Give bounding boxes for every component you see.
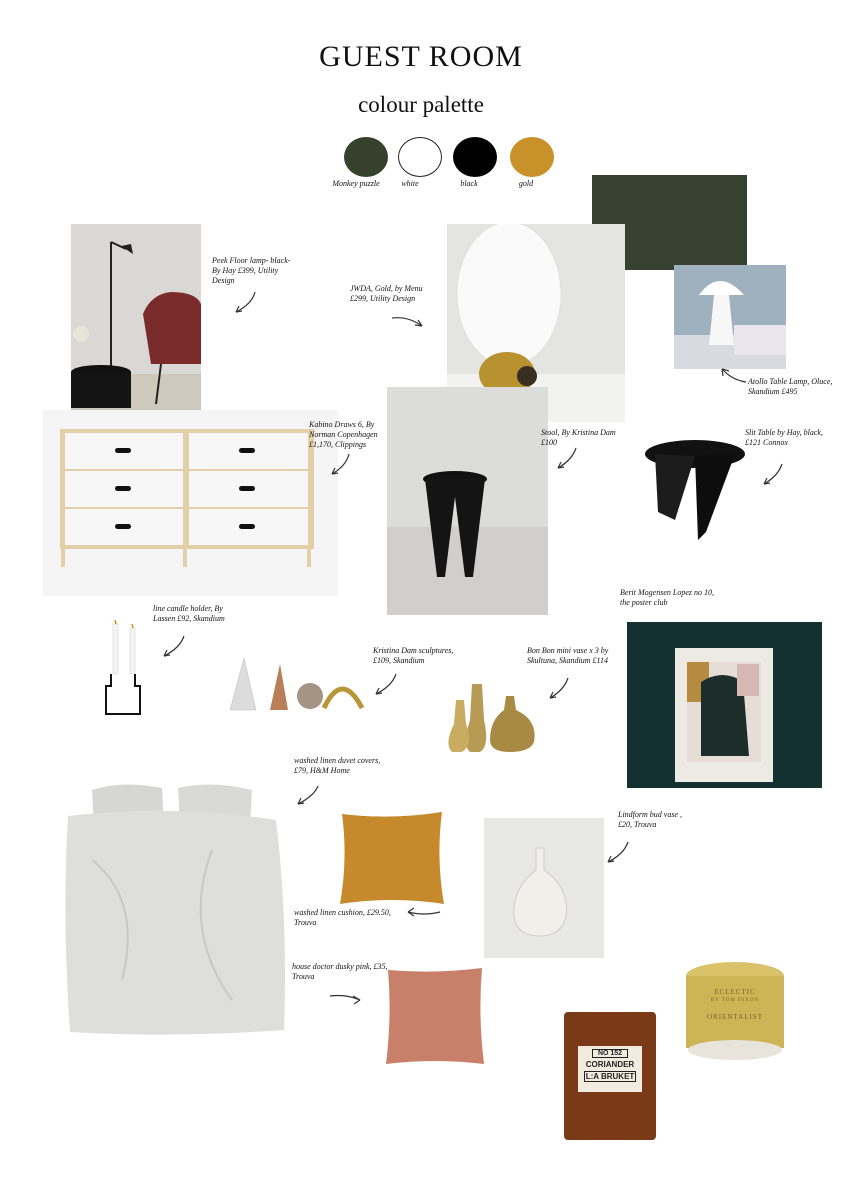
arrow-bonbon (546, 676, 572, 702)
coriander-candle (564, 1012, 656, 1140)
candle-holder-illustration (102, 616, 148, 718)
poster-photo (627, 622, 822, 788)
swatch-label-white: white (401, 179, 419, 188)
arrow-slit-table (760, 462, 786, 488)
note-sculptures: Kristina Dam sculptures, £109, Skandium (373, 646, 454, 665)
floor-lamp-illustration (71, 224, 201, 410)
swatch-white (398, 137, 442, 177)
arrow-stool (554, 446, 580, 472)
poster-illustration (627, 622, 822, 788)
stool-photo (387, 387, 548, 615)
note-jwda: JWDA, Gold, by Menu £299, Utility Design (350, 284, 423, 303)
note-atollo: Atollo Table Lamp, Oluce, Skandium £495 (748, 377, 833, 396)
bud-vase-illustration (484, 818, 604, 958)
atollo-lamp-illustration (674, 265, 786, 369)
arrow-pink-cushion (328, 990, 364, 1006)
swatch-label-gold: gold (518, 179, 534, 188)
swatch-gold (510, 137, 554, 177)
arrow-bud-vase (604, 840, 632, 866)
eclectic-label-name: ORIENTALIST (707, 1013, 763, 1021)
eclectic-label-top: ECLECTIC (714, 988, 756, 996)
note-candle-holder: line candle holder, By Lassen £92, Skandium (153, 604, 225, 623)
arrow-kabino (328, 452, 352, 478)
page-subtitle: colour palette (358, 92, 484, 117)
note-slit-table: Slit Table by Hay, black, £121 Connox (745, 428, 823, 447)
stool-illustration (387, 387, 548, 615)
arrow-jwda (390, 312, 426, 332)
arrow-floor-lamp (230, 290, 260, 316)
note-cushion: washed linen cushion, £29.50, Trouva (294, 908, 391, 927)
slit-table-illustration (640, 432, 750, 542)
floor-lamp-photo (71, 224, 201, 410)
swatch-label-black: black (460, 179, 478, 188)
sculptures-illustration (226, 652, 376, 714)
note-poster: Berit Mogensen Lopez no 10, the poster club (620, 588, 714, 607)
arrow-candle-holder (160, 634, 188, 660)
note-kabino: Kabino Draws 6, By Norman Copenhagen £1,170, Clippings (309, 420, 378, 449)
coriander-label-brand: L:A BRUKET (585, 1072, 635, 1081)
arrow-duvet (294, 784, 322, 808)
swatch-monkey-puzzle (344, 137, 388, 177)
note-duvet: washed linen duvet covers, £79, H&M Home (294, 756, 381, 775)
atollo-lamp-photo (674, 265, 786, 369)
eclectic-label-mid: BY TOM DIXON (710, 998, 760, 1003)
bonbon-vases-illustration (444, 680, 540, 756)
page-title: GUEST ROOM (319, 40, 523, 73)
note-pink-cushion: house doctor dusky pink, £35, Trouva (292, 962, 388, 981)
bud-vase-photo (484, 818, 604, 958)
note-floor-lamp: Peek Floor lamp- black- By Hay £399, Utility Design (212, 256, 291, 285)
duvet-illustration (62, 780, 288, 1038)
eclectic-candle (686, 962, 784, 1062)
swatch-black (453, 137, 497, 177)
coriander-label-number: NO 152 (592, 1049, 628, 1058)
cushion-illustration (336, 808, 448, 908)
arrow-sculptures (372, 672, 400, 698)
kabino-drawers-photo (43, 410, 338, 596)
arrow-atollo (718, 366, 748, 386)
arrow-cushion (404, 902, 442, 918)
note-bonbon: Bon Bon mini vase x 3 by Skultuna, Skandium £114 (527, 646, 609, 665)
coriander-label-name: CORIANDER (585, 1060, 635, 1069)
pink-cushion-illustration (382, 964, 488, 1068)
swatch-label-monkey-puzzle: Monkey puzzle (332, 179, 380, 188)
note-bud-vase: Lindform bud vase , £20, Trouva (618, 810, 682, 829)
kabino-drawers-illustration (43, 410, 338, 596)
note-stool: Stool, By Kristina Dam £100 (541, 428, 616, 447)
